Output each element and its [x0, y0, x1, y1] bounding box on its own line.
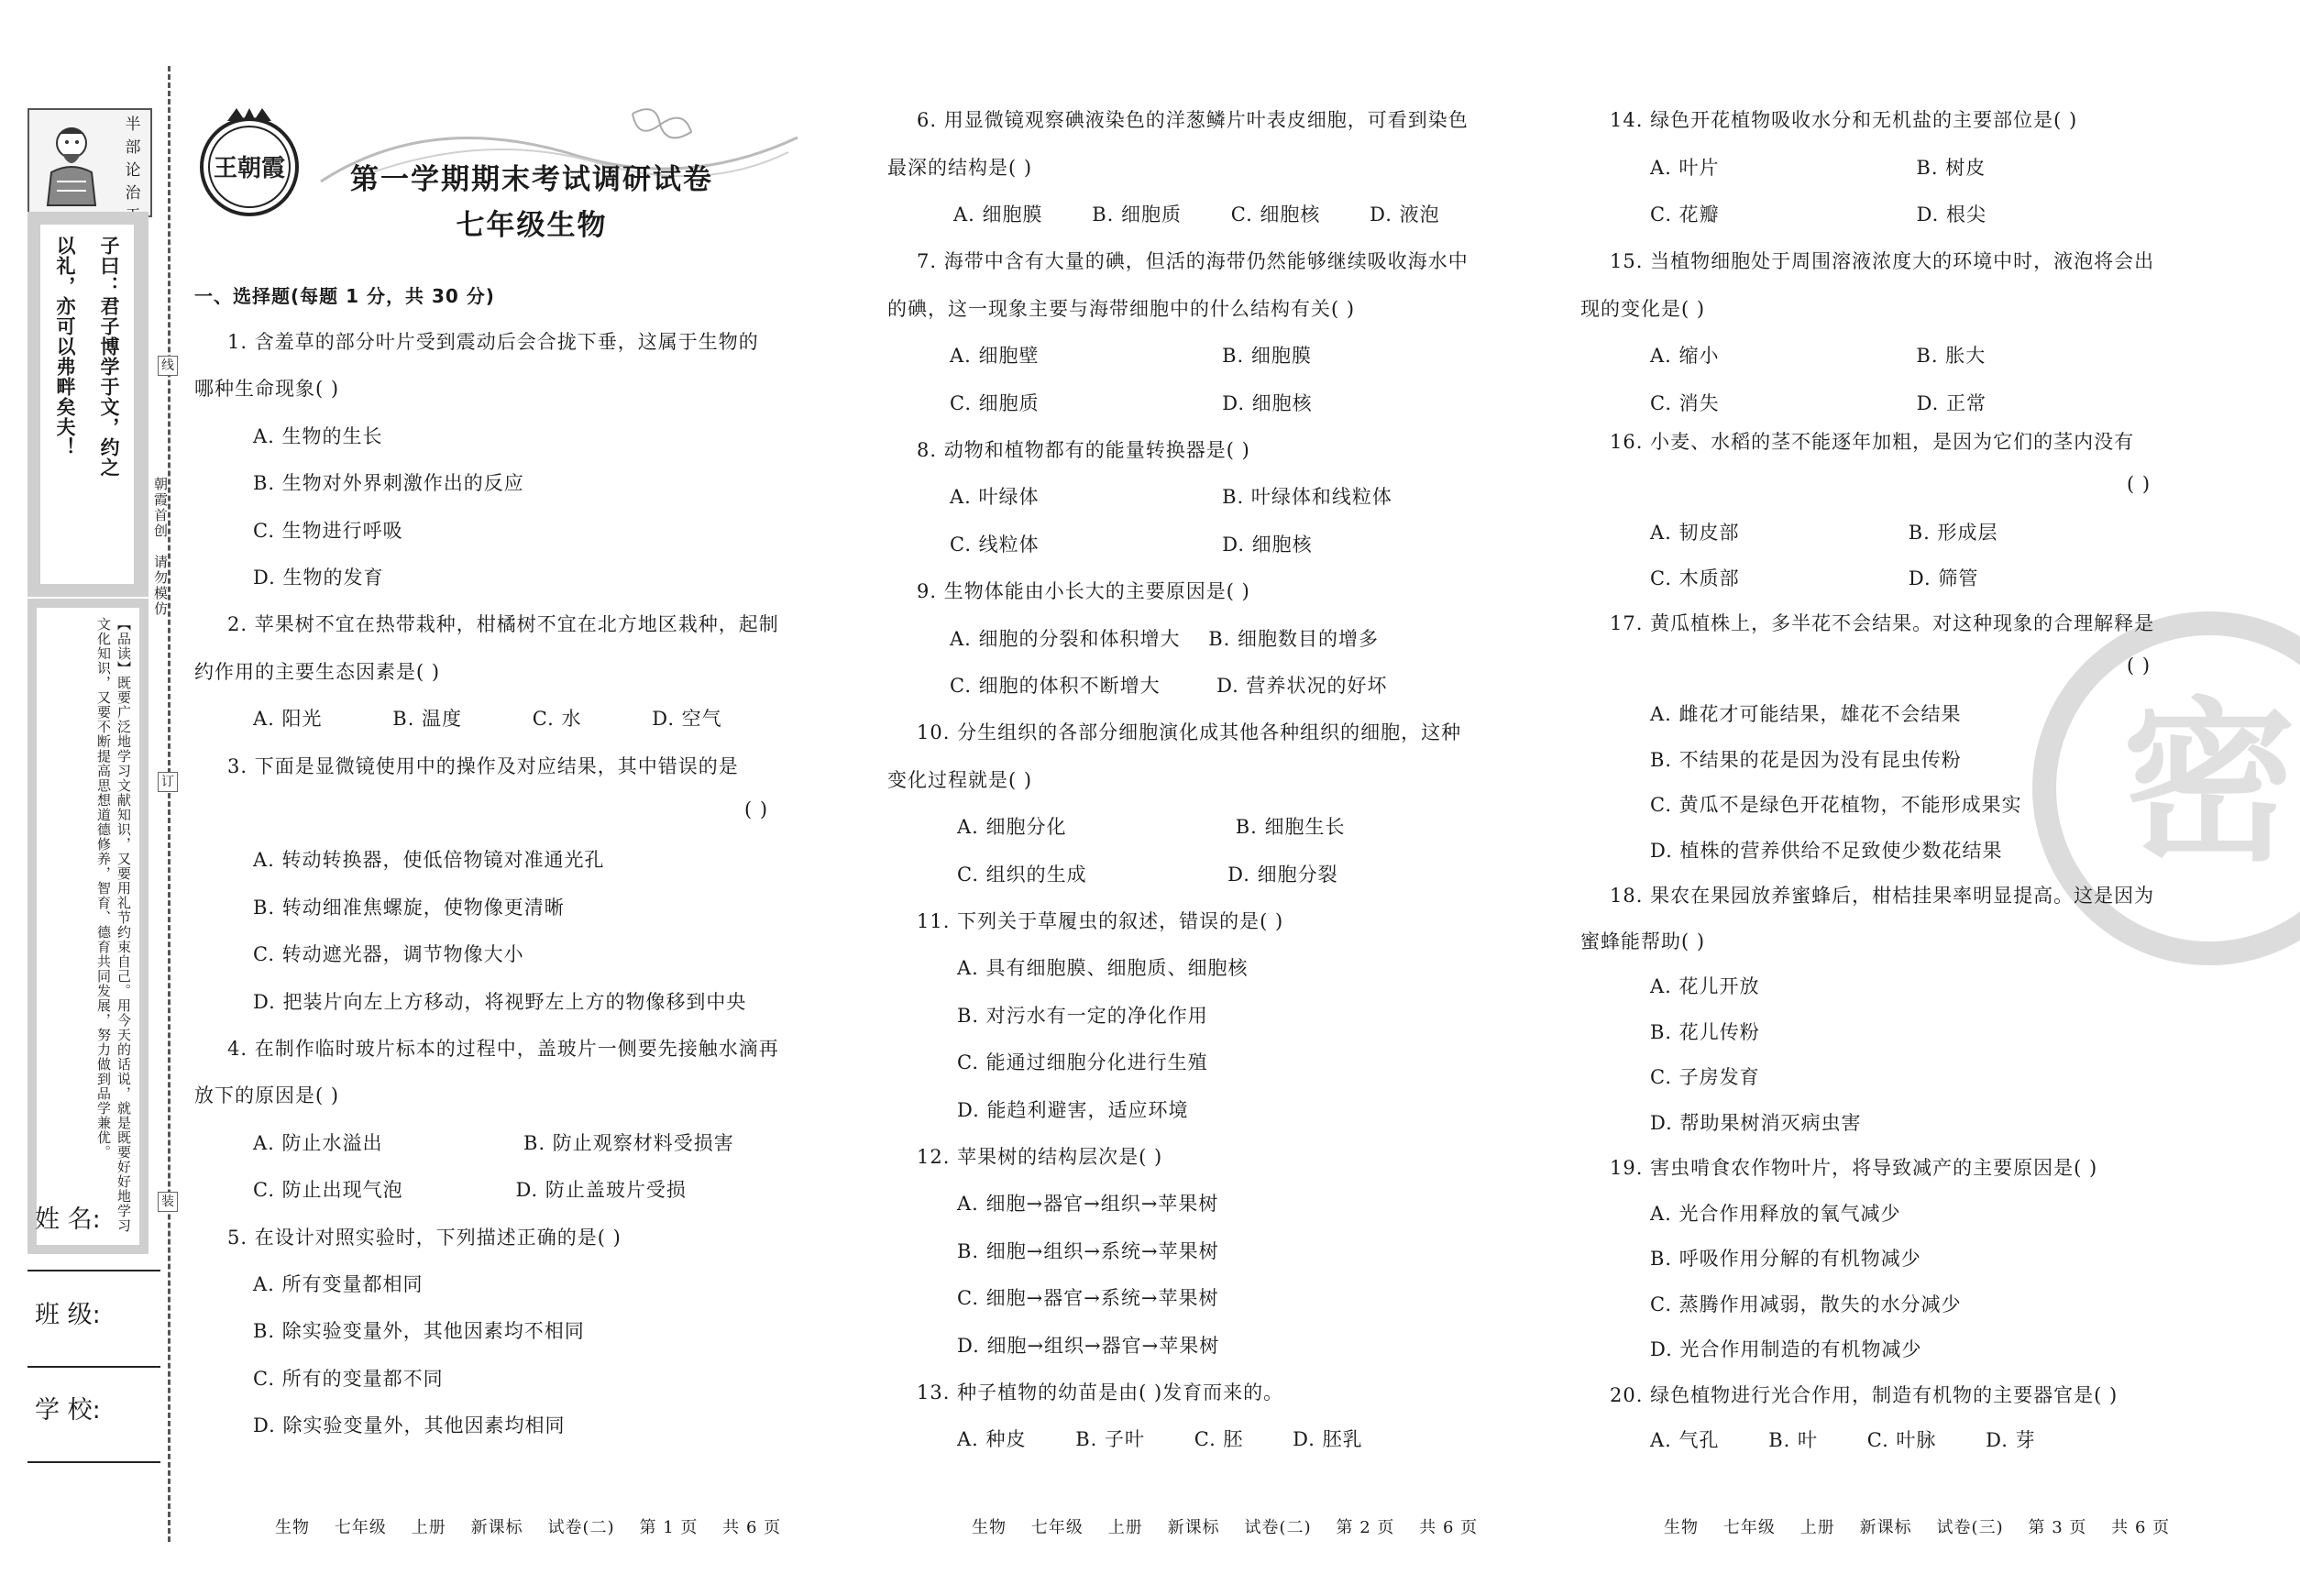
option-line[interactable]: B. 不结果的花是因为没有昆虫传粉 [1650, 749, 1962, 771]
question-line: 3. 下面是显微镜使用中的操作及对应结果，其中错误的是 [227, 755, 739, 777]
option-line[interactable]: D. 植株的营养供给不足致使少数花结果 [1650, 840, 2003, 862]
pindu-text: 【品读】既要广泛地学习文献知识，又要用礼节约束自己。用今天的话说，就是既要好好地学习文化知识，又要不断提高思想道德修养，智育、德育共同发展，努力做到品学兼优。 [95, 617, 132, 1233]
question-line: 蜜蜂能帮助( ) [1580, 930, 1706, 952]
quote-line-1: 子曰：君子博学于文，约之 [98, 236, 120, 478]
exam-subtitle: 七年级生物 [456, 209, 608, 242]
confucius-illustration-icon [35, 117, 114, 209]
question-line: 12. 苹果树的结构层次是( ) [917, 1146, 1163, 1168]
option-line[interactable]: C. 细胞质 D. 细胞核 [950, 392, 1313, 414]
option-line[interactable]: A. 细胞壁 B. 细胞膜 [950, 345, 1312, 367]
option-line[interactable]: A. 细胞→器官→组织→苹果树 [957, 1193, 1219, 1215]
option-line[interactable]: A. 叶绿体 B. 叶绿体和线粒体 [950, 486, 1392, 508]
option-line[interactable]: A. 雌花才可能结果，雄花不会结果 [1650, 703, 1962, 725]
option-line[interactable]: C. 组织的生成 D. 细胞分裂 [957, 864, 1338, 886]
option-line[interactable]: B. 呼吸作用分解的有机物减少 [1650, 1248, 1921, 1270]
option-line[interactable]: D. 除实验变量外，其他因素均相同 [253, 1414, 566, 1436]
option-line[interactable]: C. 花瓣 D. 根尖 [1650, 204, 1987, 226]
exam-title: 第一学期期末考试调研试卷 [350, 163, 713, 196]
question-line: 13. 种子植物的幼苗是由( )发育而来的。 [917, 1381, 1284, 1403]
question-line: 2. 苹果树不宜在热带栽种，柑橘树不宜在北方地区栽种，起制 [227, 613, 779, 635]
question-line: 18. 果农在果园放养蜜蜂后，柑桔挂果率明显提高。这是因为 [1610, 885, 2155, 907]
option-line[interactable]: C. 能通过细胞分化进行生殖 [957, 1051, 1208, 1073]
option-line[interactable]: C. 线粒体 D. 细胞核 [950, 534, 1313, 556]
page-footer-1: 生物 七年级 上册 新课标 试卷(二) 第 1 页 共 6 页 [275, 1518, 782, 1537]
question-line: 约作用的主要生态因素是( ) [194, 661, 441, 683]
option-line[interactable]: B. 对污水有一定的净化作用 [957, 1005, 1208, 1027]
option-line[interactable]: A. 细胞的分裂和体积增大 B. 细胞数目的增多 [950, 628, 1379, 650]
section-heading: 一、选择题(每题 1 分，共 30 分) [194, 285, 495, 307]
option-line[interactable]: C. 所有的变量都不同 [253, 1368, 444, 1390]
option-line[interactable]: A. 细胞分化 B. 细胞生长 [957, 816, 1346, 838]
option-line[interactable]: B. 生物对外界刺激作出的反应 [253, 472, 524, 494]
side-note-2: 请勿模仿 [152, 555, 169, 617]
school-label: 学 校: [35, 1396, 101, 1425]
option-line[interactable]: C. 消失 D. 正常 [1650, 392, 1987, 414]
question-line: 9. 生物体能由小长大的主要原因是( ) [917, 580, 1250, 602]
question-line: 19. 害虫啃食农作物叶片，将导致减产的主要原因是( ) [1610, 1157, 2098, 1179]
option-line[interactable]: A. 阳光 B. 温度 C. 水 D. 空气 [253, 708, 722, 730]
question-line: 14. 绿色开花植物吸收水分和无机盐的主要部位是( ) [1610, 109, 2078, 131]
binding-char-ding: 订 [158, 772, 178, 792]
binding-char-xian: 线 [158, 356, 178, 376]
option-line[interactable]: D. 细胞→组织→器官→苹果树 [957, 1335, 1220, 1357]
seal-char: 密 [2121, 682, 2297, 885]
option-line[interactable]: A. 所有变量都相同 [253, 1273, 424, 1295]
option-line[interactable]: C. 细胞的体积不断增大 D. 营养状况的好坏 [950, 675, 1388, 697]
sidebar-header [28, 108, 152, 217]
question-line: 最深的结构是( ) [887, 157, 1033, 179]
side-note-1: 朝霞首创 [152, 477, 169, 539]
banyun-char: 半 [125, 116, 141, 134]
banyun-char: 论 [125, 161, 141, 180]
option-line[interactable]: A. 种皮 B. 子叶 C. 胚 D. 胚乳 [957, 1428, 1363, 1450]
answer-bracket: ( ) [2127, 473, 2151, 495]
option-line[interactable]: B. 除实验变量外，其他因素均不相同 [253, 1320, 585, 1342]
class-blank[interactable] [28, 1366, 160, 1368]
side-notes [149, 477, 171, 617]
question-line: 4. 在制作临时玻片标本的过程中，盖玻片一侧要先接触水滴再 [227, 1038, 779, 1060]
option-line[interactable]: C. 生物进行呼吸 [253, 520, 403, 542]
banyun-char: 治 [125, 184, 141, 203]
binding-char-zhuang: 装 [158, 1192, 178, 1212]
class-label: 班 级: [35, 1301, 101, 1329]
question-line: 20. 绿色植物进行光合作用，制造有机物的主要器官是( ) [1610, 1384, 2118, 1406]
option-line[interactable]: A. 防止水溢出 B. 防止观察材料受损害 [253, 1132, 734, 1154]
option-line[interactable]: D. 帮助果树消灭病虫害 [1650, 1112, 1862, 1134]
pindu-box [28, 599, 149, 1254]
option-line[interactable]: A. 韧皮部 B. 形成层 [1650, 522, 1998, 544]
binding-dashed-line [168, 66, 171, 1542]
option-line[interactable]: A. 具有细胞膜、细胞质、细胞核 [957, 957, 1249, 979]
name-blank[interactable] [28, 1270, 160, 1271]
question-line: 哪种生命现象( ) [194, 378, 340, 400]
quote-inner [40, 225, 134, 584]
option-line[interactable]: B. 细胞→组织→系统→苹果树 [957, 1240, 1219, 1262]
question-line: 现的变化是( ) [1580, 298, 1706, 320]
option-line[interactable]: A. 光合作用释放的氧气减少 [1650, 1203, 1901, 1225]
option-line[interactable]: C. 防止出现气泡 D. 防止盖玻片受损 [253, 1179, 687, 1201]
question-line: 8. 动物和植物都有的能量转换器是( ) [917, 439, 1250, 461]
option-line[interactable]: B. 花儿传粉 [1650, 1021, 1760, 1043]
page-footer-2: 生物 七年级 上册 新课标 试卷(二) 第 2 页 共 6 页 [972, 1518, 1479, 1537]
question-line: 11. 下列关于草履虫的叙述，错误的是( ) [917, 910, 1284, 932]
option-line[interactable]: A. 细胞膜 B. 细胞质 C. 细胞核 D. 液泡 [953, 204, 1440, 226]
option-line[interactable]: A. 转动转换器，使低倍物镜对准通光孔 [253, 849, 605, 871]
question-line: 5. 在设计对照实验时，下列描述正确的是( ) [227, 1227, 622, 1249]
name-label: 姓 名: [35, 1205, 101, 1234]
option-line[interactable]: A. 气孔 B. 叶 C. 叶脉 D. 芽 [1650, 1429, 2036, 1451]
page-footer-3: 生物 七年级 上册 新课标 试卷(三) 第 3 页 共 6 页 [1664, 1518, 2171, 1537]
question-line: 放下的原因是( ) [194, 1084, 340, 1106]
banyun-char: 部 [125, 138, 141, 157]
quote-line-2: 以礼，亦可以弗畔矣夫！ [54, 236, 76, 457]
option-line[interactable]: C. 黄瓜不是绿色开花植物，不能形成果实 [1650, 794, 2022, 816]
question-line: 7. 海带中含有大量的碘，但活的海带仍然能够继续吸收海水中 [917, 250, 1469, 272]
question-line: 16. 小麦、水稻的茎不能逐年加粗，是因为它们的茎内没有 [1610, 431, 2135, 453]
school-blank[interactable] [28, 1461, 160, 1463]
option-line[interactable]: A. 生物的生长 [253, 425, 383, 447]
question-line: 1. 含羞草的部分叶片受到震动后会合拢下垂，这属于生物的 [227, 331, 759, 353]
seal-watermark-icon [2026, 605, 2300, 972]
answer-bracket: ( ) [2127, 655, 2151, 677]
option-line[interactable]: A. 叶片 B. 树皮 [1650, 157, 1986, 179]
option-line[interactable]: B. 转动细准焦螺旋，使物像更清晰 [253, 897, 565, 919]
question-line: 6. 用显微镜观察碘液染色的洋葱鳞片叶表皮细胞，可看到染色 [917, 109, 1469, 131]
question-line: 10. 分生组织的各部分细胞演化成其他各种组织的细胞，这种 [917, 721, 1462, 743]
answer-bracket: ( ) [744, 798, 769, 820]
question-line: 17. 黄瓜植株上，多半花不会结果。对这种现象的合理解释是 [1610, 612, 2155, 634]
option-line[interactable]: C. 转动遮光器，调节物像大小 [253, 943, 524, 965]
option-line[interactable]: D. 生物的发育 [253, 567, 384, 589]
question-line: 15. 当植物细胞处于周围溶液浓度大的环境中时，液泡将会出 [1610, 250, 2155, 272]
option-line[interactable]: A. 花儿开放 [1650, 975, 1760, 997]
quote-box [28, 212, 149, 597]
option-line[interactable]: C. 蒸腾作用减弱，散失的水分减少 [1650, 1293, 1962, 1315]
pindu-inner [37, 608, 139, 1245]
option-line[interactable]: D. 把装片向左上方移动，将视野左上方的物像移到中央 [253, 991, 747, 1013]
option-line[interactable]: D. 光合作用制造的有机物减少 [1650, 1338, 1922, 1360]
logo-text: 王朝霞 [213, 155, 286, 182]
option-line[interactable]: D. 能趋利避害，适应环境 [957, 1099, 1189, 1121]
option-line[interactable]: A. 缩小 B. 胀大 [1650, 345, 1986, 367]
option-line[interactable]: C. 子房发育 [1650, 1066, 1760, 1088]
question-line: 的碘，这一现象主要与海带细胞中的什么结构有关( ) [887, 298, 1356, 320]
option-line[interactable]: C. 木质部 D. 筛管 [1650, 567, 1979, 589]
question-line: 变化过程就是( ) [887, 769, 1033, 791]
option-line[interactable]: C. 细胞→器官→系统→苹果树 [957, 1287, 1219, 1309]
